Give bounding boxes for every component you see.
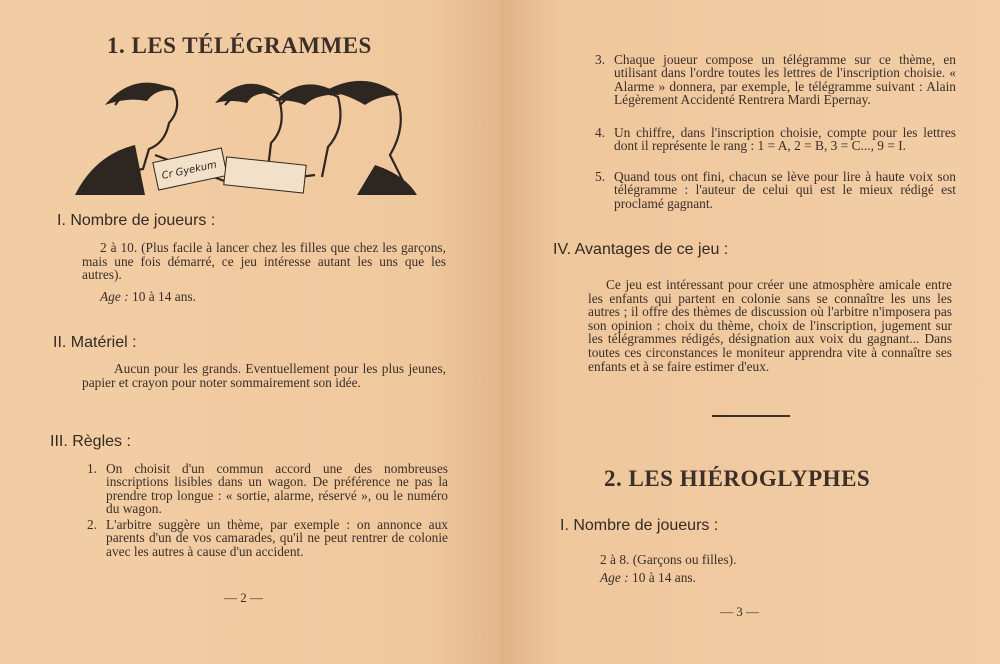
rule-item: 1. On choisit d'un commun accord une des nombreuses inscriptions lisibles dans un wagon. De préférence ne pas la prendre trop longue : « sortie, alarme, réservé », ou le numéro du wagon.	[87, 461, 448, 517]
section-heading-rules: III. Règles :	[50, 433, 131, 450]
players-text: 2 à 10. (Plus facile à lancer chez les filles que chez les garçons, mais une fois démarré, ce jeu intéresse autant les uns que les autres).	[82, 240, 446, 283]
section-heading-advantages: IV. Avantages de ce jeu :	[553, 241, 729, 258]
chapter-title-2: 2. LES HIÉROGLYPHES	[604, 466, 871, 491]
age-label: Age :	[100, 289, 129, 304]
age-line	[100, 290, 196, 304]
right-page	[500, 0, 1000, 664]
page-number: — 3 —	[720, 604, 759, 619]
advantages-text: Ce jeu est intéressant pour créer une atmosphère amicale entre les enfants qui partent en colonie sans se connaître les uns les autres ; il offre des thèmes de discussion où l'arbitre n'imposera pas son opinion : choix du thème, choix de l'inscription, jugement sur les télégrammes rédigés, désignation aux voix du gagnant... Dans toutes ces circonstances le moniteur apprendra vite à connaître ses enfants et à se faire estimer d'eux.	[588, 277, 952, 374]
rule-item: 3. Chaque joueur compose un télégramme sur ce thème, en utilisant dans l'ordre toutes les lettres de l'inscription choisie. « Alarme » donnera, par exemple, le télégramme suivant : Alain Légèrement Accidenté Rentrera Mardi Epernay.	[595, 52, 956, 108]
rule-item: 2. L'arbitre suggère un thème, par exemple : on annonce aux parents d'un de vos camarades, qu'il ne peut rentrer de colonie avec les autres à cause d'un accident.	[87, 517, 448, 559]
chapter-title: 1. LES TÉLÉGRAMMES	[107, 33, 372, 58]
age-line-2	[600, 571, 696, 585]
section-heading-material: II. Matériel :	[53, 334, 137, 351]
age-label: Age :	[600, 570, 629, 585]
divider	[712, 415, 790, 417]
illustration-boys-reading-telegram	[75, 75, 420, 195]
rule-item: 5. Quand tous ont fini, chacun se lève pour lire à haute voix son télégramme : l'auteur de celui qui est le mieux rédigé est proclamé gagnant.	[595, 169, 956, 211]
age-value: 10 à 14 ans.	[632, 570, 696, 585]
section-heading-players-2: I. Nombre de joueurs :	[560, 517, 719, 534]
age-value: 10 à 14 ans.	[132, 289, 196, 304]
section-heading-players: I. Nombre de joueurs :	[57, 212, 216, 229]
telegram-paper-label: Cr Gyekum	[160, 159, 218, 182]
players-text-2: 2 à 8. (Garçons ou filles).	[600, 552, 737, 567]
rule-item: 4. Un chiffre, dans l'inscription choisie, compte pour les lettres dont il représente le rang : 1 = A, 2 = B, 3 = C..., 9 = I.	[595, 125, 956, 154]
material-text: Aucun pour les grands. Eventuellement pour les plus jeunes, papier et crayon pour noter sommairement son idée.	[82, 361, 446, 390]
page-number: — 2 —	[224, 590, 263, 605]
